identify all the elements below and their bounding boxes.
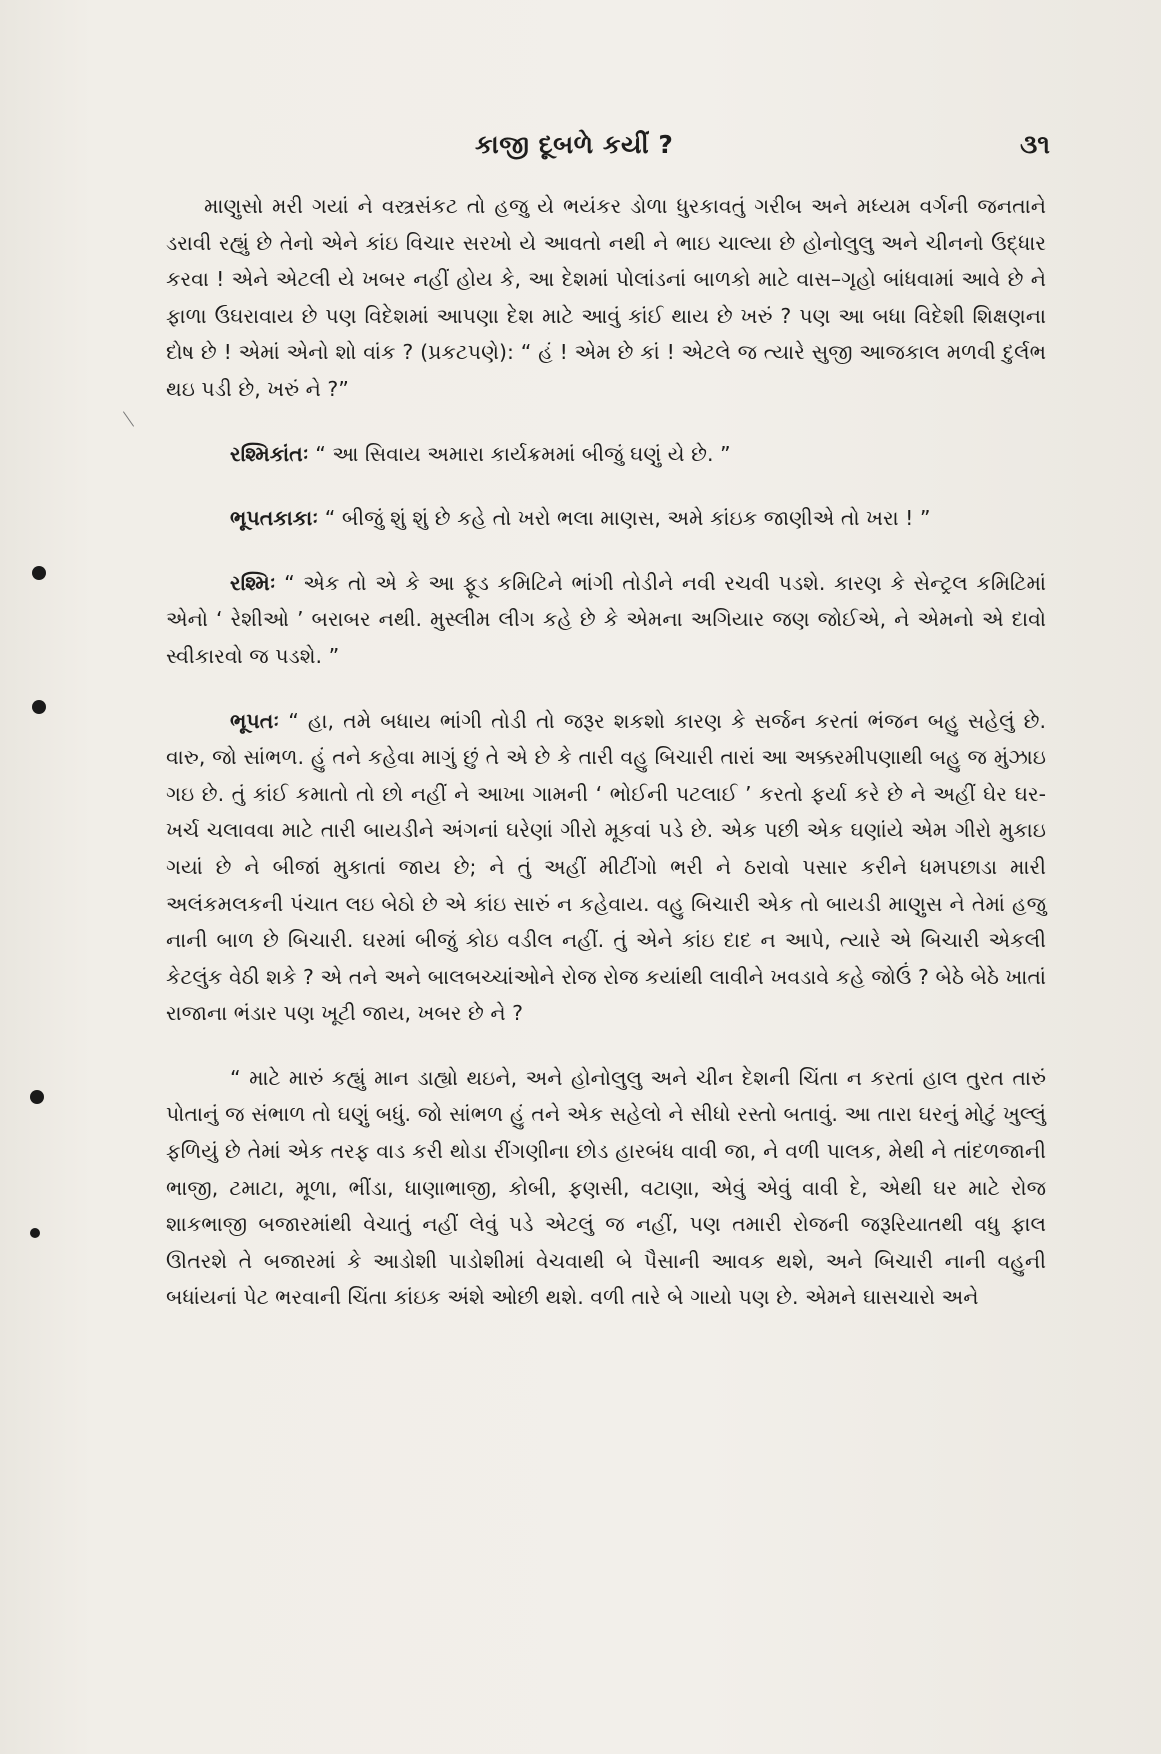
speaker-name: ભૂપતકાકાઃ [230, 506, 319, 531]
paragraph [166, 1060, 1046, 1316]
paragraph [166, 188, 1046, 408]
speaker-name: ભૂપતઃ [230, 708, 280, 733]
speaker-name: રશ્મિઃ [230, 570, 276, 595]
dialogue-paragraph [166, 500, 1046, 537]
binding-hole [30, 1228, 40, 1238]
speaker-name: રશ્મિકાંતઃ [230, 441, 309, 466]
paragraph-text: “ માટે મારું કહ્યું માન ડાહ્યો થઇને, અને હોનોલુલુ અને ચીન દેશની ચિંતા ન કરતાં હાલ તુરત તારું પોતાનું જ સંભાળ તો ઘણું બધું. જો સાંભળ હું તને એક સહેલો ને સીધો રસ્તો બતાવું. આ તારા ઘરનું મોટું ખુલ્લું ફળિયું છે તેમાં એક તરફ વાડ કરી થોડા રીંગણીના છોડ હારબંધ વાવી જા, ને વળી પાલક, મેથી ને તાંદળજાની ભાજી, ટમાટા, મૂળા, ભીંડા, ધાણાભાજી, કોબી, ફણસી, વટાણા, એવું એવું વાવી દે, એથી ઘર માટે રોજ શાકભાજી બજારમાંથી વેચાતું નહીં લેવું પડે એટલું જ નહીં, પણ તમારી રોજની જરૂરિયાતથી વધુ ફાલ ઊતરશે તે બજારમાં કે આડોશી પાડોશીમાં વેચવાથી બે પૈસાની આવક થશે, અને બિચારી નાની વહુની બધાંયનાં પેટ ભરવાની ચિંતા કાંઇક અંશે ઓછી થશે. વળી તારે બે ગાયો પણ છે. એમને ઘાસચારો અને [166, 1065, 1046, 1310]
binding-hole [32, 700, 46, 714]
paragraph-text: માણુસો મરી ગયાં ને વસ્ત્રસંકટ તો હજુ યે ભયંકર ડોળા ધુરકાવતું ગરીબ અને મધ્યમ વર્ગની જનતાને ડરાવી રહ્યું છે તેનો એને કાંઇ વિચાર સરખો યે આવતો નથી ને ભાઇ ચાલ્યા છે હોનોલુલુ અને ચીનનો ઉદ્ધાર કરવા ! એને એટલી યે ખબર નહીં હોય કે, આ દેશમાં પોલાંડનાં બાળકો માટે વાસ–ગૃહો બાંધવામાં આવે છે ને ફાળા ઉઘરાવાય છે પણ વિદેશમાં આપણા દેશ માટે આવું કાંઈ થાય છે ખરું ? પણ આ બધા વિદેશી શિક્ષણના દોષ છે ! એમાં એનો શો વાંક ? (પ્રકટપણે): “ હં ! એમ છે કાં ! એટલે જ ત્યારે સુજી આજકાલ મળવી દુર્લભ થઇ પડી છે, ખરું ને ?” [166, 194, 1046, 401]
paragraph-text: “ આ સિવાય અમારા કાર્યક્રમમાં બીજું ઘણું યે છે. ” [315, 441, 731, 466]
paragraph-text: “ હા, તમે બધાય ભાંગી તોડી તો જરૂર શકશો કારણ કે સર્જન કરતાં ભંજન બહુ સહેલું છે. વારુ, જો સાંભળ. હું તને કહેવા માગું છું તે એ છે કે તારી વહુ બિચારી તારાં આ અક્કરમીપણાથી બહુ જ મુંઝાઇ ગઇ છે. તું કાંઈ કમાતો તો છો નહીં ને આખા ગામની ‘ ભોઈની પટલાઈ ’ કરતો ફર્યા કરે છે ને અહીં ઘેર ઘર-ખર્ચ ચલાવવા માટે તારી બાયડીને અંગનાં ઘરેણાં ગીરો મૂકવાં પડે છે. એક પછી એક ઘણાંયે એમ ગીરો મુકાઇ ગયાં છે ને બીજાં મુકાતાં જાય છે; ને તું અહીં મીટીંગો ભરી ને ઠરાવો પસાર કરીને ધમપછાડા મારી અલંકમલકની પંચાત લઇ બેઠો છે એ કાંઇ સારું ન કહેવાય. વહુ બિચારી એક તો બાયડી માણુસ ને તેમાં હજુ નાની બાળ છે બિચારી. ઘરમાં બીજું કોઇ વડીલ નહીં. તું એને કાંઇ દાદ ન આપે, ત્યારે એ બિચારી એકલી કેટલુંક વેઠી શકે ? એ તને અને બાલબચ્ચાંઓને રોજ રોજ કયાંથી લાવીને ખવડાવે કહે જોઉં ? બેઠે બેઠે ખાતાં રાજાના ભંડાર પણ ખૂટી જાય, ખબર છે ને ? [166, 708, 1046, 1026]
page-number: ૩૧ [1019, 130, 1050, 160]
dialogue-paragraph [166, 436, 1046, 473]
paragraph-text: “ બીજું શું શું છે કહે તો ખરો ભલા માણસ, અમે કાંઇક જાણીએ તો ખરા ! ” [324, 506, 931, 531]
running-title: કાજી દૂબળે કયીં ? [475, 130, 674, 159]
paragraph-text: “ એક તો એ કે આ ફૂડ કમિટિને ભાંગી તોડીને નવી રચવી પડશે. કારણ કે સેન્ટ્રલ કમિટિમાં એનો ‘ રેશીઓ ’ બરાબર નથી. મુસ્લીમ લીગ કહે છે કે એમના અગિયાર જણ જોઈએ, ને એમનો એ દાવો સ્વીકારવો જ પડશે. ” [166, 570, 1046, 668]
binding-hole [32, 566, 46, 580]
body-text [166, 188, 1046, 1316]
binding-hole [30, 1090, 44, 1104]
page-header [160, 126, 1050, 172]
pencil-mark [123, 411, 134, 426]
dialogue-paragraph [166, 703, 1046, 1032]
dialogue-paragraph [166, 565, 1046, 675]
